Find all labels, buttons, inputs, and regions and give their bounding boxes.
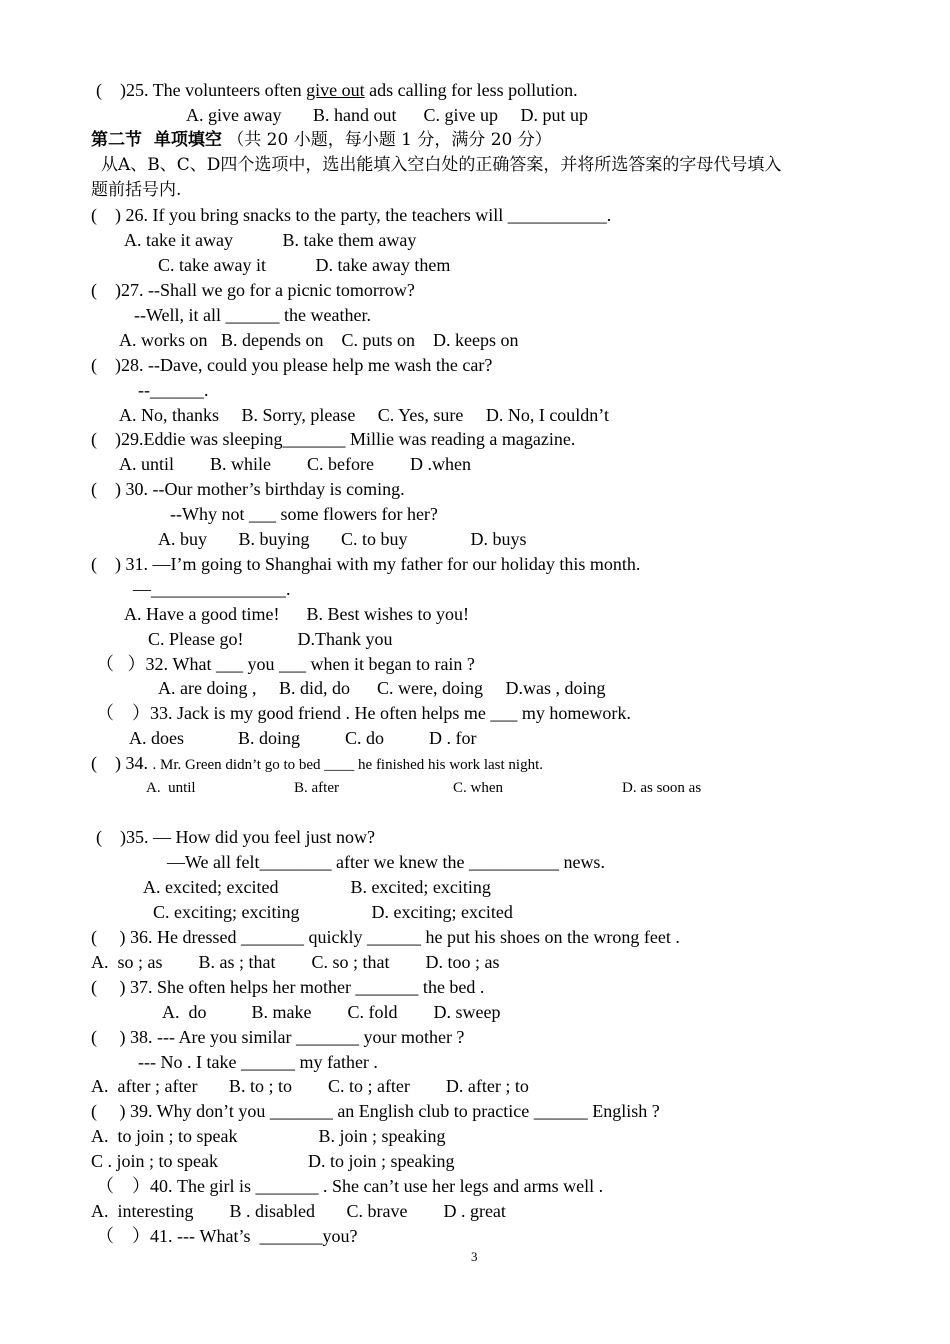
q33-stem: （ ）33. Jack is my good friend . He often helps me ___ my homework. <box>96 703 631 723</box>
q35-stem-2: —We all felt________ after we knew the __________ news. <box>167 852 605 872</box>
q35-options-1: A. excited; excited B. excited; exciting <box>143 877 491 897</box>
q26-options-2: C. take away it D. take away them <box>158 255 451 275</box>
section2-heading: 第二节 单项填空 （共 20 小题，每小题 1 分，满分 20 分） <box>91 130 552 150</box>
q26-stem: ( ) 26. If you bring snacks to the party, the teachers will ___________. <box>91 205 612 225</box>
q37-options: A. do B. make C. fold D. sweep <box>162 1002 501 1022</box>
page-number: 3 <box>471 1249 478 1264</box>
q40-options: A. interesting B . disabled C. brave D . great <box>91 1201 506 1221</box>
q27-stem-2: --Well, it all ______ the weather. <box>134 305 371 325</box>
q39-options-2: C . join ; to speak D. to join ; speaking <box>91 1151 455 1171</box>
q27-options: A. works on B. depends on C. puts on D. keeps on <box>119 330 519 350</box>
q28-stem-2: --______. <box>138 380 209 400</box>
q36-options: A. so ; as B. as ; that C. so ; that D. too ; as <box>91 952 500 972</box>
q41-stem: （ ）41. --- What’s _______you? <box>96 1226 358 1246</box>
q27-stem: ( )27. --Shall we go for a picnic tomorrow? <box>91 280 415 300</box>
q30-options: A. buy B. buying C. to buy D. buys <box>158 529 527 549</box>
q30-stem: ( ) 30. --Our mother’s birthday is coming. <box>91 479 405 499</box>
q31-stem: ( ) 31. —I’m going to Shanghai with my father for our holiday this month. <box>91 554 641 574</box>
q40-stem: （ ）40. The girl is _______ . She can’t use her legs and arms well . <box>96 1176 604 1196</box>
q34-option-c: C. when <box>453 780 503 796</box>
q32-options: A. are doing , B. did, do C. were, doing D.was , doing <box>158 678 606 698</box>
q29-stem: ( )29.Eddie was sleeping_______ Millie was reading a magazine. <box>91 429 576 449</box>
q34-option-a: A. until <box>146 780 196 796</box>
q31-options-2: C. Please go! D.Thank you <box>148 629 393 649</box>
q31-options-1: A. Have a good time! B. Best wishes to you! <box>124 604 469 624</box>
section2-instruction-line1: 从A、B、C、D四个选项中，选出能填入空白处的正确答案，并将所选答案的字母代号填入 <box>101 155 782 175</box>
q34-option-d: D. as soon as <box>622 780 702 796</box>
q37-stem: ( ) 37. She often helps her mother _______ the bed . <box>91 977 485 997</box>
q38-stem-2: --- No . I take ______ my father . <box>138 1052 378 1072</box>
q28-stem: ( )28. --Dave, could you please help me wash the car? <box>91 355 493 375</box>
q36-stem: ( ) 36. He dressed _______ quickly ______ he put his shoes on the wrong feet . <box>91 927 680 947</box>
q30-stem-2: --Why not ___ some flowers for her? <box>170 504 438 524</box>
q25-underlined-phrase: give out <box>306 80 365 100</box>
q35-stem: ( )35. — How did you feel just now? <box>96 827 375 847</box>
q25-stem: ( )25. The volunteers often give out ads calling for less pollution. <box>96 80 578 100</box>
q39-options-1: A. to join ; to speak B. join ; speaking <box>91 1126 446 1146</box>
q35-options-2: C. exciting; exciting D. exciting; excited <box>153 902 513 922</box>
q34-stem: ( ) 34. . Mr. Green didn’t go to bed ____ he finished his work last night. <box>91 753 544 773</box>
q26-options-1: A. take it away B. take them away <box>124 230 417 250</box>
q32-stem: （ ）32. What ___ you ___ when it began to rain ? <box>96 654 475 674</box>
q33-options: A. does B. doing C. do D . for <box>129 728 477 748</box>
q38-stem: ( ) 38. --- Are you similar _______ your mother ? <box>91 1027 465 1047</box>
q29-options: A. until B. while C. before D .when <box>119 454 471 474</box>
q38-options: A. after ; after B. to ; to C. to ; after D. after ; to <box>91 1076 529 1096</box>
q34-option-b: B. after <box>294 780 339 796</box>
q39-stem: ( ) 39. Why don’t you _______ an English club to practice ______ English ? <box>91 1101 660 1121</box>
section2-instruction-line2: 题前括号内. <box>91 180 182 200</box>
q31-stem-2: —_______________. <box>133 579 291 599</box>
q25-options: A. give away B. hand out C. give up D. put up <box>186 105 588 125</box>
q28-options: A. No, thanks B. Sorry, please C. Yes, sure D. No, I couldn’t <box>119 405 609 425</box>
